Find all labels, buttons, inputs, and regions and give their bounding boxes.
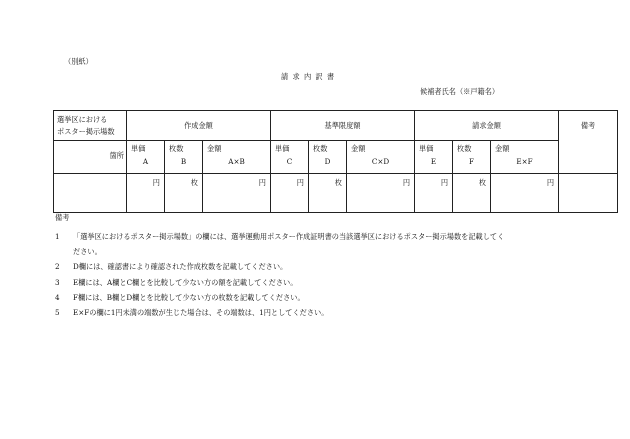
note-item <box>55 290 504 305</box>
yen-unit: 円 <box>296 178 304 187</box>
breakdown-table <box>53 110 618 213</box>
amount-exf-value <box>491 174 559 213</box>
note-text: E欄には、A欄とC欄とを比較して少ない方の額を記載してください。 <box>73 277 298 287</box>
posting-places-header-line2: ポスター掲示場数 <box>57 126 115 136</box>
amount-cxd-value <box>347 174 415 213</box>
amount-cxd <box>347 141 415 174</box>
note-text: F欄には、B欄とD欄とを比較して少ない方の枚数を記載してください。 <box>73 292 305 302</box>
note-number: 1 <box>55 232 60 241</box>
count-b-value <box>165 174 203 213</box>
amount-label: 金額 <box>207 144 222 153</box>
remarks-header: 備考 <box>559 111 618 174</box>
amount-exf <box>491 141 559 174</box>
unit-price-label: 単価 <box>131 144 146 153</box>
note-text: D欄には、確認書により確認された作成枚数を記載してください。 <box>73 262 288 272</box>
amount-axb <box>203 141 271 174</box>
sheets-unit: 枚 <box>190 178 198 187</box>
count-label: 枚数 <box>169 144 184 153</box>
note-number: 4 <box>55 292 60 302</box>
notes-heading: 備考 <box>55 213 70 222</box>
unit-price-label: 単価 <box>275 144 290 153</box>
count-code: F <box>469 157 475 166</box>
limit-amount-header: 基準限度額 <box>271 111 415 141</box>
amount-code: A×B <box>228 157 245 166</box>
count-code: D <box>324 157 331 166</box>
count-d <box>309 141 347 174</box>
unit-price-c <box>271 141 309 174</box>
note-number: 2 <box>55 262 60 272</box>
production-amount-header: 作成金額 <box>127 111 271 141</box>
note-number: 3 <box>55 277 60 287</box>
note-item <box>55 259 504 274</box>
amount-label: 金額 <box>351 144 366 153</box>
remarks-value-cell <box>559 174 618 213</box>
yen-unit: 円 <box>546 178 555 187</box>
candidate-name-label: 候補者氏名（※戸籍名） <box>420 87 500 96</box>
note-number: 5 <box>55 308 60 318</box>
document-title: 請 求 内 訳 書 <box>281 72 336 81</box>
amount-code: C×D <box>371 157 390 166</box>
count-code: B <box>180 157 187 166</box>
posting-places-header-line1: 選挙区における <box>57 114 108 124</box>
notes-list <box>55 229 505 320</box>
unit-price-code: A <box>142 157 149 166</box>
note-text-continued: ださい。 <box>73 247 102 257</box>
attachment-label: （別紙） <box>64 57 93 66</box>
count-label: 枚数 <box>313 144 328 153</box>
places-value-cell <box>54 174 127 213</box>
yen-unit: 円 <box>152 178 160 187</box>
note-text: E×Fの欄に1円未満の端数が生じた場合は、その端数は、1円としてください。 <box>73 308 329 318</box>
unit-price-code: C <box>286 157 293 166</box>
yen-unit: 円 <box>258 178 266 187</box>
unit-price-a <box>127 141 165 174</box>
note-continuation <box>63 244 504 259</box>
places-label: 箇所 <box>109 151 124 160</box>
amount-code: E×F <box>516 157 533 166</box>
count-f-value <box>453 174 491 213</box>
count-d-value <box>309 174 347 213</box>
places-sub-cell <box>54 141 127 174</box>
unit-price-c-value <box>271 174 309 213</box>
count-f <box>453 141 491 174</box>
unit-price-label: 単価 <box>419 144 434 153</box>
posting-places-header <box>54 111 127 141</box>
yen-unit: 円 <box>440 178 449 187</box>
unit-price-e <box>415 141 453 174</box>
note-text: 「選挙区におけるポスター掲示場数」の欄には、選挙運動用ポスター作成証明書の当該選挙区におけるポスター掲示場数を記載してく <box>73 232 505 241</box>
note-item <box>55 229 505 244</box>
unit-price-code: E <box>430 157 437 166</box>
yen-unit: 円 <box>402 178 411 187</box>
count-b <box>165 141 203 174</box>
note-item <box>55 275 504 290</box>
unit-price-a-value <box>127 174 165 213</box>
count-label: 枚数 <box>457 144 472 153</box>
sheets-unit: 枚 <box>478 178 487 187</box>
unit-price-e-value <box>415 174 453 213</box>
sheets-unit: 枚 <box>334 178 342 187</box>
amount-label: 金額 <box>495 144 510 153</box>
note-item <box>55 305 504 320</box>
claim-amount-header: 請求金額 <box>415 111 559 141</box>
amount-axb-value <box>203 174 271 213</box>
